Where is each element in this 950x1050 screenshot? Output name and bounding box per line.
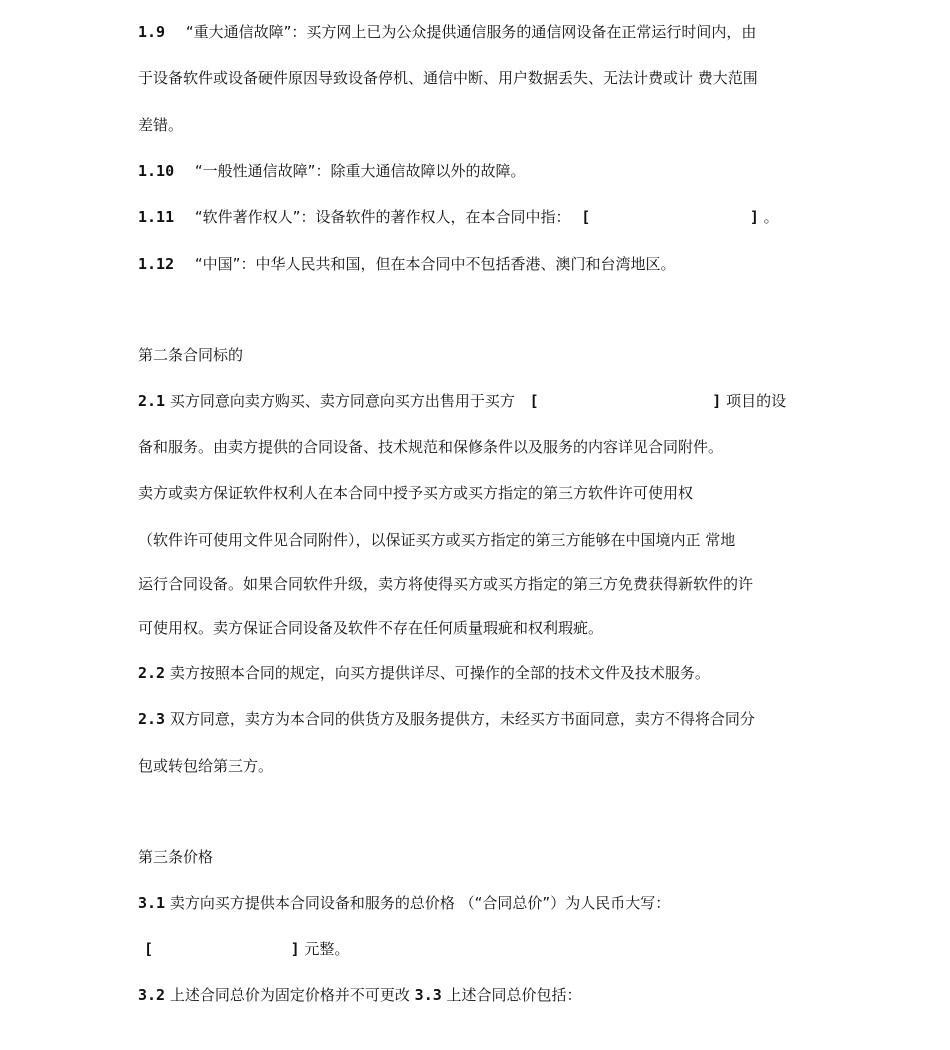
clause-text: 上述合同总价包括： [446, 986, 582, 1004]
clause-text: 双方同意，卖方为本合同的供货方及服务提供方，未经买方书面同意，卖方不得将合同分 [169, 710, 755, 728]
clause-text: “一般性通信故障”：除重大通信故障以外的故障。 [194, 162, 526, 180]
clause-text: “软件著作权人”：设备软件的著作权人，在本合同中指： [194, 208, 571, 226]
price-blank-line [144, 939, 349, 959]
clause-text-continued: （软件许可使用文件见合同附件），以保证买方或买方指定的第三方能够在中国境内正 常地 [138, 531, 736, 549]
clause-text: 卖方按照本合同的规定，向买方提供详尽、可操作的全部的技术文件及技术服务。 [169, 664, 710, 682]
clause-text-continued: 可使用权。卖方保证合同设备及软件不存在任何质量瑕疵和权利瑕疵。 [138, 619, 604, 637]
clause-end: 元整。 [304, 940, 350, 958]
clause-number: 1.11 [138, 208, 175, 226]
clause-text-continued: 包或转包给第三方。 [138, 757, 274, 775]
blank-open-bracket: [ [529, 392, 539, 410]
clause-1-10 [138, 161, 525, 181]
clause-text-continued: 备和服务。由卖方提供的合同设备、技术规范和保修条件以及服务的内容详见合同附件。 [138, 438, 724, 456]
clause-2-2 [138, 663, 710, 683]
clause-2-1 [138, 391, 786, 411]
clause-number: 2.2 [138, 664, 166, 682]
clause-end: 项目的设 [726, 392, 787, 410]
clause-text: “重大通信故障”：买方网上已为公众提供通信服务的通信网设备在正常运行时间内，由 [185, 23, 757, 41]
blank-close-bracket: ] [290, 940, 300, 958]
clause-number: 1.9 [138, 23, 166, 41]
clause-1-9 [138, 22, 756, 42]
blank-close-bracket: ] [749, 208, 759, 226]
clause-text: 卖方向买方提供本合同设备和服务的总价格 （“合同总价”）为人民币大写： [169, 894, 671, 912]
clause-number: 3.3 [414, 986, 442, 1004]
clause-1-12 [138, 254, 675, 274]
blank-open-bracket: [ [581, 208, 591, 226]
clause-end: 。 [763, 208, 779, 226]
clause-text-continued: 卖方或卖方保证软件权利人在本合同中授予买方或买方指定的第三方软件许可使用权 [138, 484, 694, 502]
blank-open-bracket: [ [144, 940, 154, 958]
clause-3-2 [138, 985, 582, 1005]
section-title-3: 第三条价格 [138, 848, 214, 866]
clause-number: 1.12 [138, 255, 175, 273]
blank-close-bracket: ] [712, 392, 722, 410]
clause-3-1 [138, 893, 670, 913]
clause-text-continued: 于设备软件或设备硬件原因导致设备停机、通信中断、用户数据丢失、无法计费或计 费大范围 [138, 69, 758, 87]
clause-text: “中国”：中华人民共和国，但在本合同中不包括香港、澳门和台湾地区。 [194, 255, 676, 273]
clause-text-continued: 差错。 [138, 116, 184, 134]
clause-number: 3.2 [138, 986, 166, 1004]
clause-number: 2.3 [138, 710, 166, 728]
clause-text-continued: 运行合同设备。如果合同软件升级，卖方将使得买方或买方指定的第三方免费获得新软件的许 [138, 575, 754, 593]
clause-number: 1.10 [138, 162, 175, 180]
clause-2-3 [138, 709, 755, 729]
clause-number: 2.1 [138, 392, 166, 410]
clause-text: 上述合同总价为固定价格并不可更改 [169, 986, 410, 1004]
clause-text: 买方同意向卖方购买、卖方同意向买方出售用于买方 [169, 392, 515, 410]
clause-number: 3.1 [138, 894, 166, 912]
section-title-2: 第二条合同标的 [138, 346, 244, 364]
clause-1-11 [138, 207, 779, 227]
